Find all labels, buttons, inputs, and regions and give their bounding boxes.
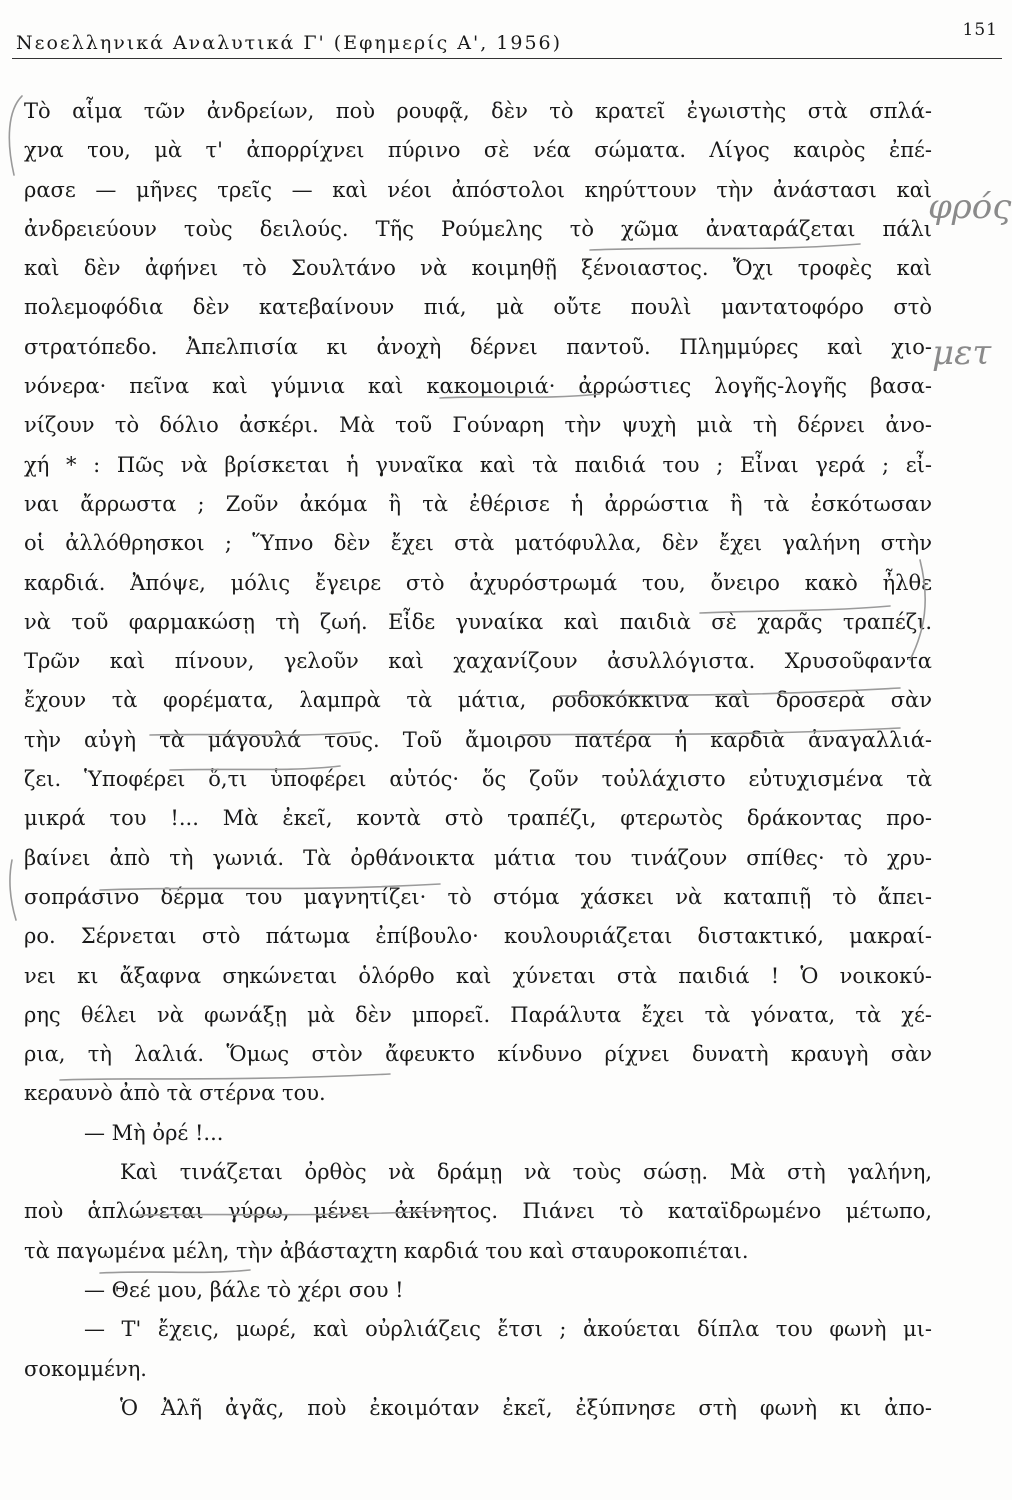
text-line: οἱ ἀλλόθρησκοι ; Ὕπνο δὲν ἔχει στὰ ματόφυλλα, δὲν ἔχει γαλήνη στὴν (24, 531, 932, 556)
text-line: τὴν αὐγὴ τὰ μάγουλά τους. Τοῦ ἄμοιρου πατέρα ἡ καρδιὰ ἀναγαλλιά- (24, 727, 932, 752)
text-line: νόνερα· πεῖνα καὶ γύμνια καὶ κακομοιριά· ἀρρώστιες λογῆς-λογῆς βασα- (24, 374, 932, 399)
dialogue-line: — Μὴ ὀρέ !... (84, 1120, 224, 1145)
margin-stroke (10, 860, 16, 920)
text-line: ρης θέλει νὰ φωνάξῃ μὰ δὲν μπορεῖ. Παράλυτα ἔχει τὰ γόνατα, τὰ χέ- (24, 1002, 932, 1027)
text-line: καὶ δὲν ἀφήνει τὸ Σουλτάνο νὰ κοιμηθῇ ξένοιαστος. Ὄχι τροφὲς καὶ (24, 256, 932, 281)
text-line: νει κι ἄξαφνα σηκώνεται ὁλόρθο καὶ χύνεται στὰ παιδιά ! Ὁ νοικοκύ- (24, 963, 932, 988)
text-line: Τὸ αἷμα τῶν ἀνδρείων, ποὺ ρουφᾷ, δὲν τὸ κρατεῖ ἐγωιστὴς στὰ σπλά- (24, 99, 932, 123)
margin-bracket-mark (9, 96, 22, 175)
margin-note: μετ (932, 333, 992, 373)
text-line: νὰ τοῦ φαρμακώσῃ τὴ ζωή. Εἶδε γυναίκα καὶ παιδιὰ σὲ χαρᾶς τραπέζι. (24, 609, 932, 634)
text-line: Καὶ τινάζεται ὀρθὸς νὰ δράμῃ νὰ τοὺς σώσῃ. Μὰ στὴ γαλήνη, (120, 1160, 932, 1185)
text-line: ρια, τὴ λαλιά. Ὅμως στὸν ἄφευκτο κίνδυνο ρίχνει δυνατὴ κραυγὴ σὰν (24, 1042, 932, 1067)
text-line: ζει. Ὑποφέρει ὅ,τι ὑποφέρει αὐτός· ὅς ζοῦν τοὐλάχιστο εὐτυχισμένα τὰ (24, 767, 932, 792)
text-line: ἔχουν τὰ φορέματα, λαμπρὰ τὰ μάτια, ροδοκόκκινα καὶ δροσερὰ σὰν (24, 688, 932, 713)
text-line: χή * : Πῶς νὰ βρίσκεται ἡ γυναῖκα καὶ τὰ παιδιά του ; Εἶναι γερά ; εἶ- (24, 452, 932, 477)
text-line: Τρῶν καὶ πίνουν, γελοῦν καὶ χαχανίζουν ἀσυλλόγιστα. Χρυσοῦφαντα (24, 649, 932, 674)
text-line: βαίνει ἀπὸ τὴ γωνιά. Τὰ ὀρθάνοικτα μάτια του τινάζουν σπίθες· τὸ χρυ- (24, 845, 932, 870)
text-line: καρδιά. Ἀπόψε, μόλις ἔγειρε στὸ ἀχυρόστρωμά του, ὄνειρο κακὸ ἦλθε (24, 570, 932, 595)
text-line: Ὁ Ἀλῆ ἀγᾶς, ποὺ ἐκοιμόταν ἐκεῖ, ἐξύπνησε στὴ φωνὴ κι ἀπο- (120, 1395, 932, 1420)
dialogue-line: — Θεέ μου, βάλε τὸ χέρι σου ! (84, 1277, 404, 1302)
header-rule (12, 58, 1002, 59)
text-line: πολεμοφόδια δὲν κατεβαίνουν πιά, μὰ οὔτε πουλὶ μαντατοφόρο στὸ (24, 295, 932, 320)
text-line: σοκομμένη. (24, 1356, 147, 1381)
running-head (4, 12, 1004, 60)
text-line: κεραυνὸ ἀπὸ τὰ στέρνα του. (24, 1081, 326, 1106)
text-line: ἀνδρειεύουν τοὺς δειλούς. Τῆς Ρούμελης τὸ χῶμα ἀναταράζεται πάλι (24, 216, 932, 241)
body-text (24, 92, 932, 1428)
margin-note: φρός (928, 187, 1012, 227)
text-line: ρο. Σέρνεται στὸ πάτωμα ἐπίβουλο· κουλουριάζεται διστακτικό, μακραί- (24, 924, 932, 949)
text-line: ναι ἄρρωστα ; Ζοῦν ἀκόμα ἢ τὰ ἐθέρισε ἡ ἀρρώστια ἢ τὰ ἐσκότωσαν (24, 491, 932, 516)
text-line: ποὺ ἁπλώνεται γύρω, μένει ἀκίνητος. Πιάνει τὸ καταϊδρωμένο μέτωπο, (24, 1199, 932, 1224)
running-head-title: Νεοελληνικά Αναλυτικά Γ' (Εφημερίς Α', 1956) (16, 32, 563, 54)
text-line: μικρά του !... Μὰ ἐκεῖ, κοντὰ στὸ τραπέζι, φτερωτὸς δράκοντας προ- (24, 806, 932, 831)
page-number: 151 (962, 20, 998, 40)
text-line: σοπράσινο δέρμα του μαγνητίζει· τὸ στόμα χάσκει νὰ καταπιῇ τὸ ἄπει- (24, 884, 932, 909)
text-line: τὰ παγωμένα μέλη, τὴν ἀβάσταχτη καρδιά του καὶ σταυροκοπιέται. (24, 1238, 749, 1263)
text-line: χνα του, μὰ τ' ἀπορρίχνει πύρινο σὲ νέα σώματα. Λίγος καιρὸς ἐπέ- (24, 138, 932, 163)
text-line: νίζουν τὸ δόλιο ἀσκέρι. Μὰ τοῦ Γούναρη τὴν ψυχὴ μιὰ τὴ δέρνει ἀνο- (24, 413, 932, 438)
text-line: στρατόπεδο. Ἀπελπισία κι ἀνοχὴ δέρνει παντοῦ. Πλημμύρες καὶ χιο- (24, 334, 932, 359)
text-line: ρασε — μῆνες τρεῖς — καὶ νέοι ἀπόστολοι κηρύττουν τὴν ἀνάστασι καὶ (24, 177, 932, 202)
dialogue-line: — Τ' ἔχεις, μωρέ, καὶ οὐρλιάζεις ἔτσι ; ἀκούεται δίπλα του φωνὴ μι- (84, 1317, 932, 1342)
